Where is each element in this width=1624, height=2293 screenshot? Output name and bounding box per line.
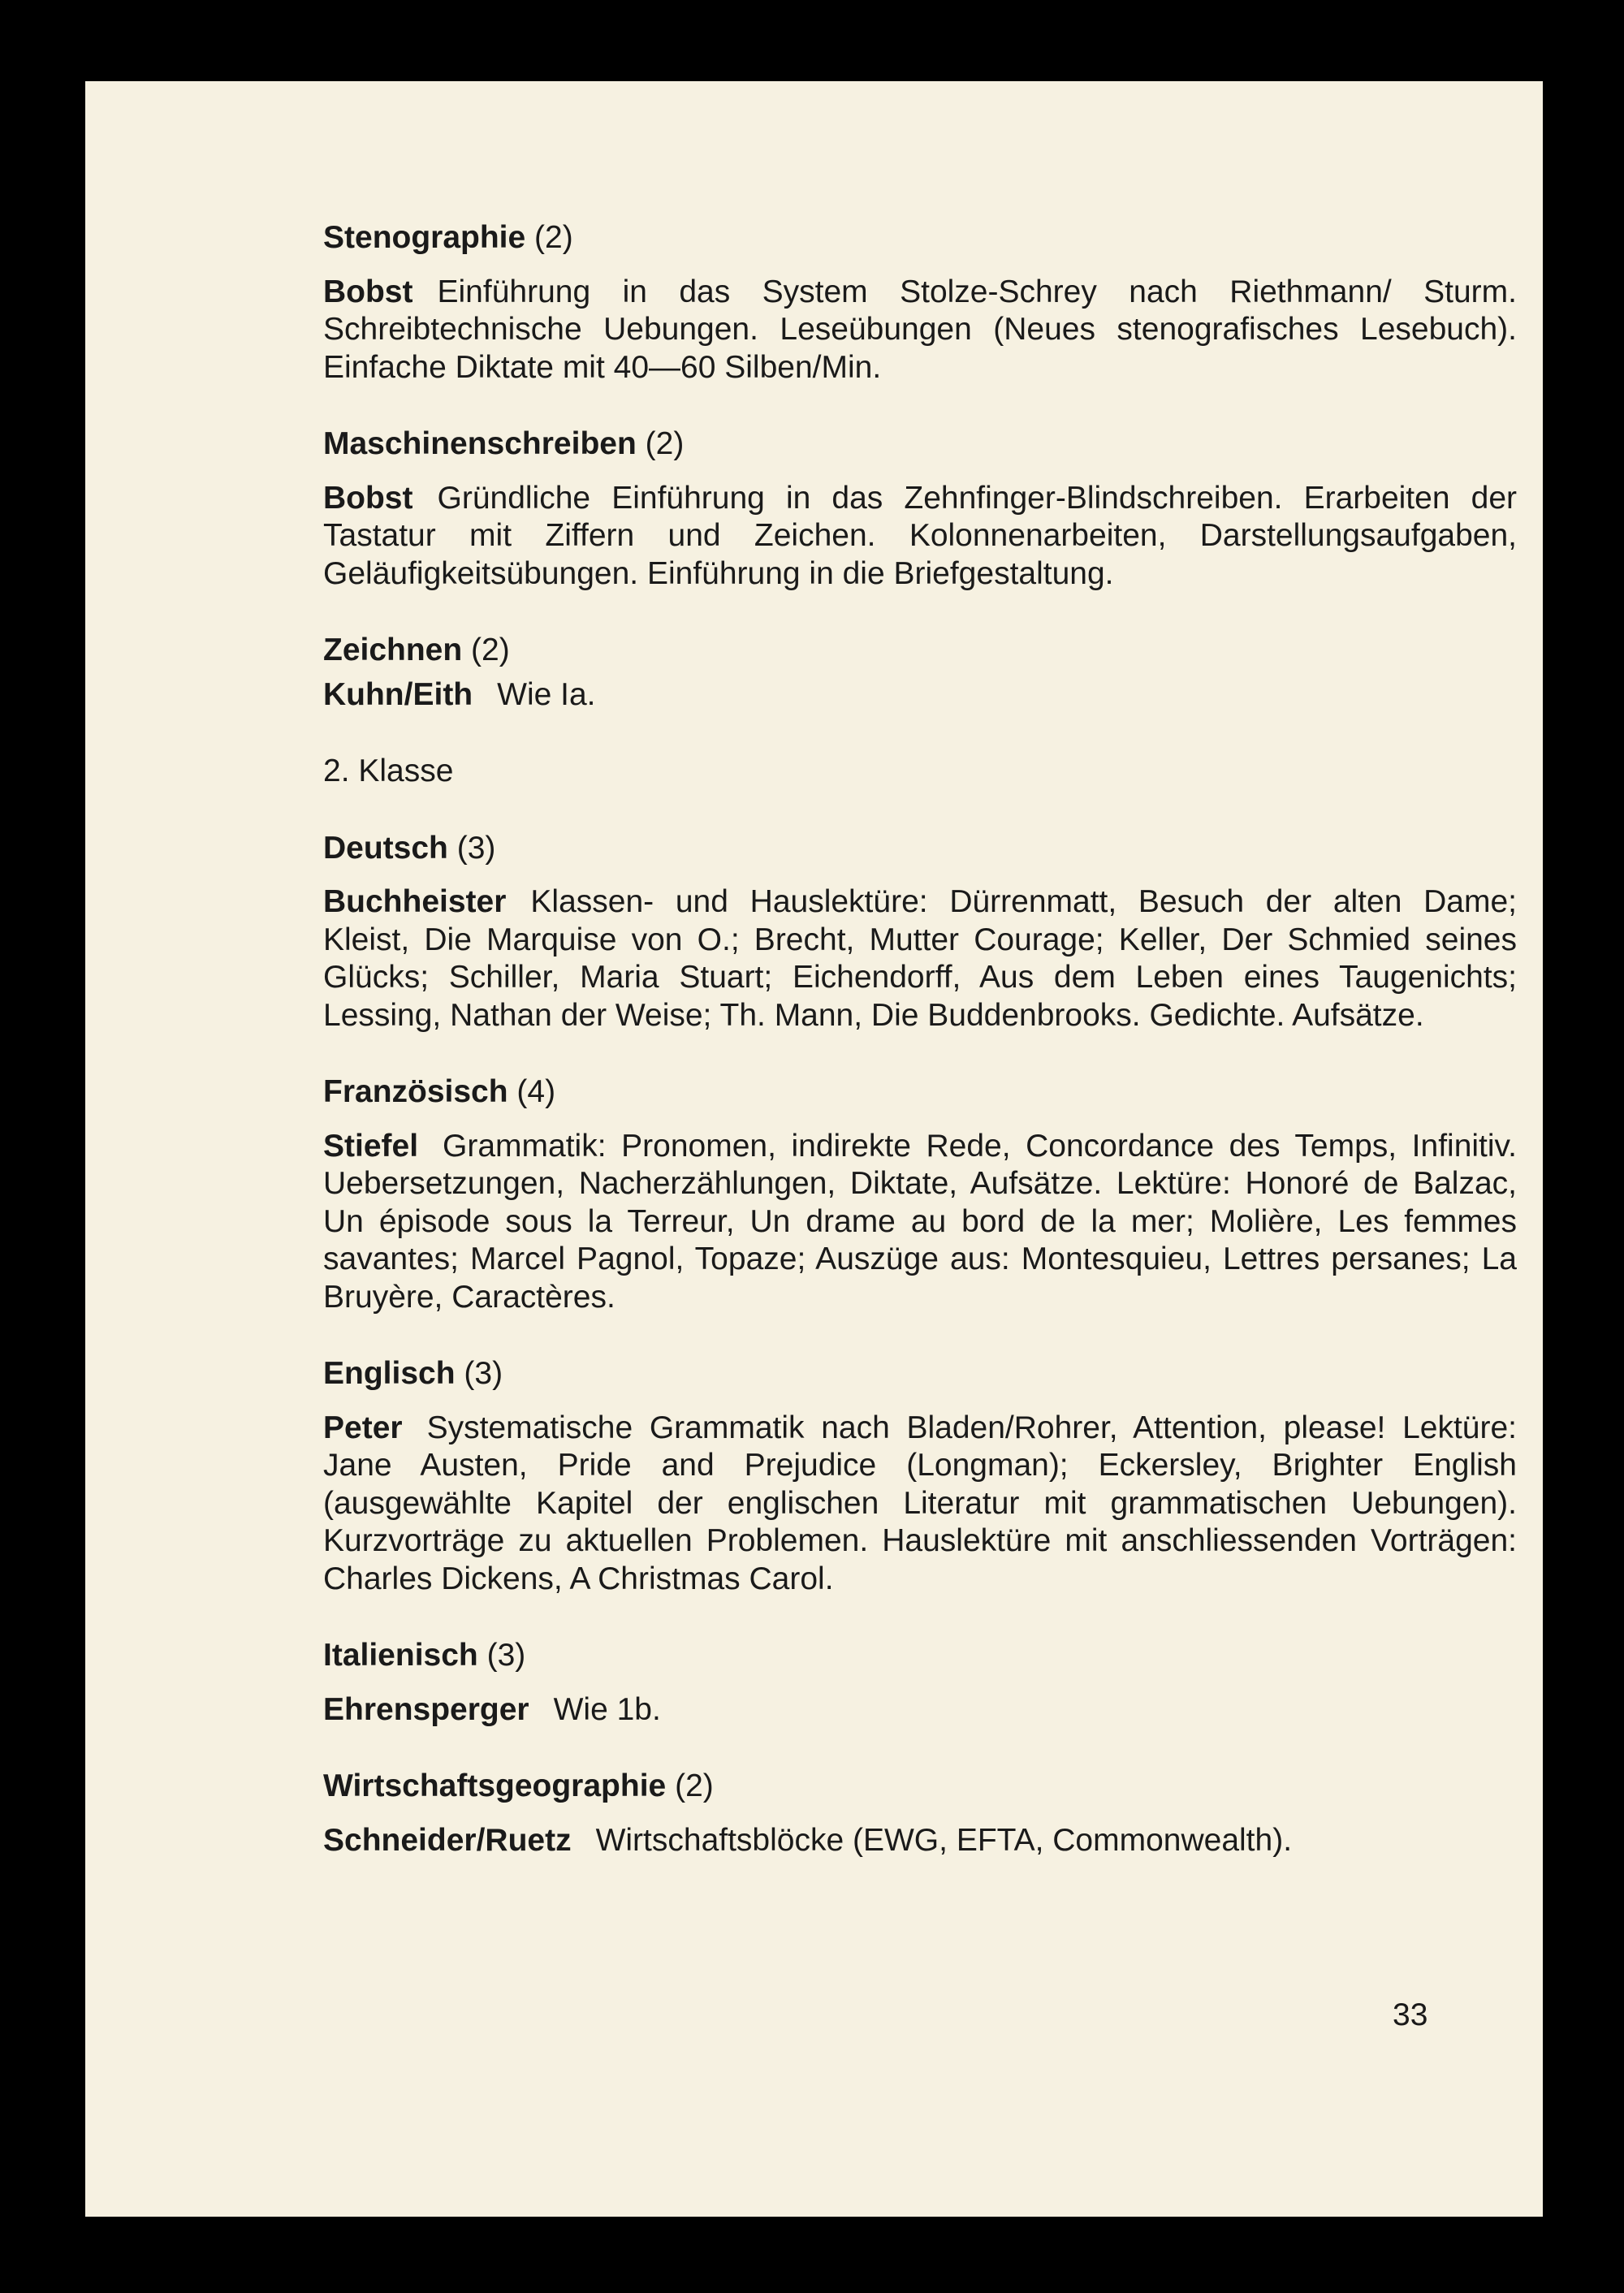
section-text: Einführung in das System Stolze-Schrey nach Riethmann/ Sturm. Schreibtechnische Uebungen. Leseübungen (Neues stenografisches Lesebuch). Einfache Diktate mit 40—60 Silben/Min. <box>323 274 1517 385</box>
section-wirtschaftsgeographie <box>323 1768 1517 1859</box>
subject-hours: (2) <box>645 426 685 461</box>
section-text: Wirtschaftsblöcke (EWG, EFTA, Commonwealth). <box>595 1822 1293 1858</box>
section-body <box>323 883 1517 1034</box>
section-heading <box>323 1637 1517 1675</box>
teacher-name: Bobst <box>323 274 413 309</box>
section-englisch <box>323 1355 1517 1598</box>
teacher-name: Schneider/Ruetz <box>323 1822 572 1858</box>
subject-hours: (2) <box>534 220 573 255</box>
section-heading <box>323 1768 1517 1806</box>
subject-name: Stenographie <box>323 220 526 255</box>
subject-hours: (2) <box>471 633 510 667</box>
teacher-name: Bobst <box>323 480 413 516</box>
section-zeichnen <box>323 632 1517 714</box>
section-heading <box>323 425 1517 464</box>
section-text: Grammatik: Pronomen, indirekte Rede, Concordance des Temps, Infinitiv. Uebersetzungen, Nacherzählungen, Diktate, Aufsätze. Lektüre: Honoré de Balzac, Un épisode sous la Terreur, Un drame au bord de la mer; Molière, Les femmes savantes; Marcel Pagnol, Topaze; Auszüge aus: Montesquieu, Lettres persanes; La Bruyère, Caractères. <box>323 1128 1517 1315</box>
class-heading: 2. Klasse <box>323 754 454 788</box>
section-body <box>323 274 1517 387</box>
subject-name: Französisch <box>323 1074 508 1109</box>
section-body <box>323 676 1517 715</box>
section-body <box>323 1128 1517 1317</box>
subject-name: Italienisch <box>323 1638 478 1673</box>
section-text: Gründliche Einführung in das Zehnfinger-Blindschreiben. Erarbeiten der Tastatur mit Ziffern und Zeichen. Kolonnenarbeiten, Darstellungsaufgaben, Geläufigkeitsübungen. Einführung in die Briefgestaltung. <box>323 480 1517 591</box>
document-page <box>85 81 1543 2217</box>
section-deutsch <box>323 830 1517 1035</box>
subject-name: Zeichnen <box>323 633 463 667</box>
subject-hours: (3) <box>456 830 496 866</box>
section-franzoesisch <box>323 1073 1517 1316</box>
section-body <box>323 480 1517 594</box>
subject-hours: (3) <box>486 1638 526 1673</box>
subject-name: Englisch <box>323 1356 456 1391</box>
page-number: 33 <box>1393 1997 1428 2032</box>
section-heading <box>323 632 1517 670</box>
section-maschinenschreiben <box>323 425 1517 593</box>
section-text: Wie 1b. <box>553 1691 661 1727</box>
teacher-name: Ehrensperger <box>323 1691 529 1727</box>
subject-name: Wirtschaftsgeographie <box>323 1768 667 1803</box>
teacher-name: Buchheister <box>323 884 507 919</box>
subject-name: Maschinenschreiben <box>323 426 637 461</box>
section-stenographie <box>323 219 1517 386</box>
section-italienisch <box>323 1637 1517 1729</box>
section-body <box>323 1410 1517 1599</box>
subject-hours: (2) <box>675 1768 714 1803</box>
section-body <box>323 1691 1517 1729</box>
section-heading <box>323 219 1517 257</box>
section-text: Wie Ia. <box>497 676 596 712</box>
subject-hours: (3) <box>464 1356 503 1391</box>
section-text: Systematische Grammatik nach Bladen/Rohrer, Attention, please! Lektüre: Jane Austen, Pride and Prejudice (Longman); Eckersley, Brighter English (ausgewählte Kapitel der englischen Literatur mit grammatischen Uebungen). Kurzvorträge zu aktuellen Problemen. Hauslektüre mit anschliessenden Vorträgen: Charles Dickens, A Christmas Carol. <box>323 1410 1517 1596</box>
page-content <box>323 219 1517 1898</box>
section-heading <box>323 1073 1517 1112</box>
section-heading <box>323 830 1517 868</box>
teacher-name: Kuhn/Eith <box>323 676 473 712</box>
teacher-name: Peter <box>323 1410 403 1445</box>
subject-name: Deutsch <box>323 830 448 866</box>
section-body <box>323 1822 1517 1860</box>
teacher-name: Stiefel <box>323 1128 419 1164</box>
subject-hours: (4) <box>516 1074 556 1109</box>
section-heading <box>323 1355 1517 1393</box>
section-text: Klassen- und Hauslektüre: Dürrenmatt, Besuch der alten Dame; Kleist, Die Marquise von O.; Brecht, Mutter Courage; Keller, Der Schmied seines Glücks; Schiller, Maria Stuart; Eichendorff, Aus dem Leben eines Taugenichts; Lessing, Nathan der Weise; Th. Mann, Die Buddenbrooks. Gedichte. Aufsätze. <box>323 884 1517 1033</box>
